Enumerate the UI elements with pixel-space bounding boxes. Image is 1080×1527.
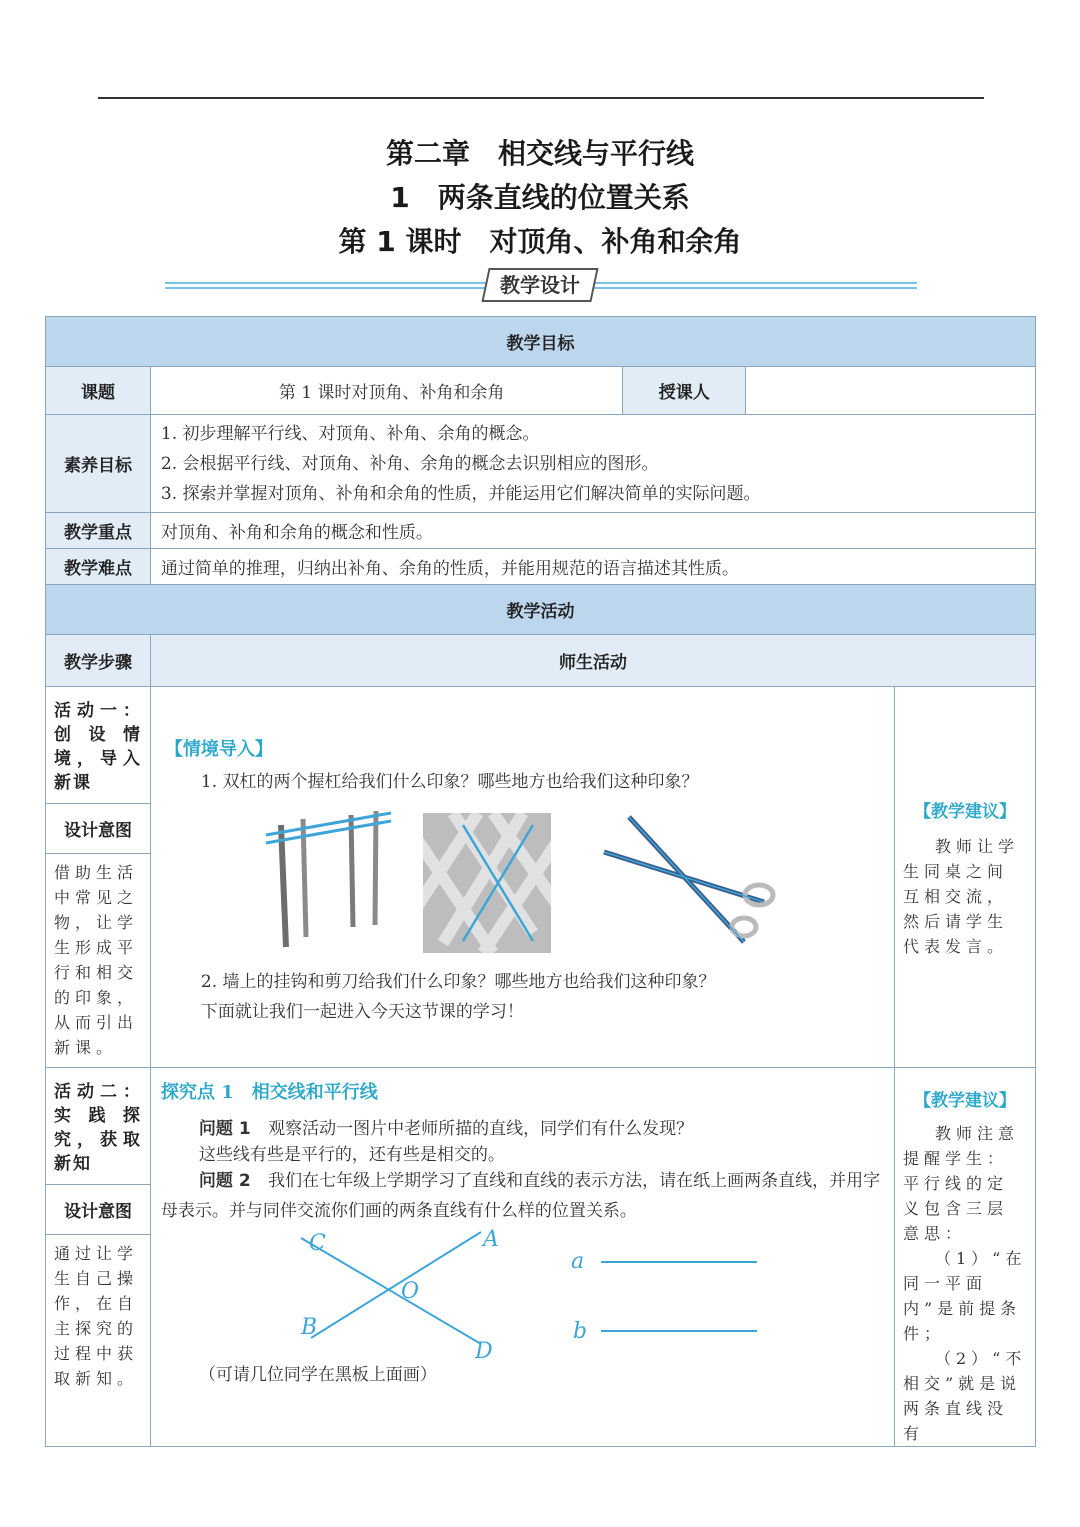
suggestion-text: （2）“不相交”就是说两条直线没有 [902, 1349, 1027, 1443]
point-o-label: O [400, 1279, 419, 1304]
activity2-design-label: 设计意图 [46, 1184, 150, 1235]
lesson-table [45, 316, 1036, 1447]
activities-heading: 教学活动 [46, 585, 1036, 635]
activity2-title: 活动二：实践探究，获取新知 [54, 1082, 142, 1174]
suggestion-text: （1）“在同一平面内”是前提条件； [902, 1249, 1027, 1343]
activity2-suggestion [894, 1068, 1035, 1447]
suggestion-title: 【教学建议】 [913, 1091, 1016, 1111]
focus-label: 教学重点 [46, 513, 151, 549]
activity1-suggestion [894, 687, 1035, 1068]
chapter-title: 第二章 相交线与平行线 [385, 137, 694, 170]
teacher-label: 授课人 [623, 367, 746, 415]
focus-value: 对顶角、补角和余角的概念和性质。 [150, 513, 1035, 549]
banner-label: 教学设计 [500, 273, 580, 297]
teacher-value [746, 367, 1036, 415]
wall-hook-image [423, 813, 551, 953]
activity2-side [46, 1068, 151, 1447]
problem-2-text: 我们在七年级上学期学习了直线和直线的表示方法，请在纸上画两条直线，并用字母表示。并与同伴交流你们画的两条直线有什么样的位置关系。 [160, 1171, 881, 1221]
question-1: 1. 双杠的两个握杠给我们什么印象？哪些地方也给我们这种印象？ [200, 772, 699, 792]
explore-point-title: 探究点 1 相交线和平行线 [160, 1082, 378, 1103]
line-b-label: b [572, 1319, 588, 1344]
difficulty-label: 教学难点 [46, 549, 151, 585]
activity2-content [150, 1068, 894, 1447]
activity2-design-text: 通过让学生自己操作，在自主探究的过程中获取新知。 [54, 1244, 139, 1388]
literacy-label: 素养目标 [46, 415, 151, 513]
blackboard-note: （可请几位同学在黑板上面画） [198, 1365, 437, 1385]
goal-item: 2. 会根据平行线、对顶角、补角、余角的概念去识别相应的图形。 [160, 453, 659, 474]
activity1-design-text: 借助生活中常见之物，让学生形成平行和相交的印象，从而引出新课。 [54, 863, 139, 1057]
activity1-content [150, 687, 894, 1068]
banner-tag [481, 268, 598, 302]
point-c-label: C [308, 1231, 326, 1256]
point-b-label: B [300, 1315, 318, 1340]
topic-value: 第 1 课时对顶角、补角和余角 [150, 367, 622, 415]
scissors-image [599, 807, 779, 957]
difficulty-value: 通过简单的推理，归纳出补角、余角的性质，并能用规范的语言描述其性质。 [150, 549, 1035, 585]
problem-1-label: 问题 1 [198, 1119, 251, 1139]
activity1-side [46, 687, 151, 1068]
suggestion-text: 教师让学生同桌之间互相交流，然后请学生代表发言。 [902, 837, 1019, 956]
section-title: 1 两条直线的位置关系 [390, 181, 690, 214]
situation-intro-title: 【情境导入】 [164, 739, 273, 760]
literacy-goals [150, 415, 1035, 513]
suggestion-title: 【教学建议】 [913, 802, 1016, 822]
lead-in-text: 下面就让我们一起进入今天这节课的学习！ [200, 1002, 524, 1022]
problem-2 [161, 1166, 891, 1226]
line-a-label: a [570, 1249, 585, 1274]
intersecting-lines-figure [291, 1226, 511, 1361]
steps-label: 教学步骤 [46, 635, 151, 687]
goal-item: 1. 初步理解平行线、对顶角、补角、余角的概念。 [160, 423, 540, 444]
objectives-heading: 教学目标 [46, 317, 1036, 367]
point-d-label: D [474, 1339, 493, 1361]
parallel-lines-figure [569, 1238, 769, 1348]
problem-2-label: 问题 2 [198, 1171, 251, 1191]
point-a-label: A [482, 1227, 499, 1252]
problem-1-answer: 这些线有些是平行的，还有些是相交的。 [198, 1145, 505, 1165]
lesson-title: 第 1 课时 对顶角、补角和余角 [338, 225, 742, 258]
problem-1-text: 观察活动一图片中老师所描的直线，同学们有什么发现？ [268, 1119, 694, 1139]
teacher-student-label: 师生活动 [150, 635, 1035, 687]
parallel-bars-image [261, 807, 401, 957]
question-2: 2. 墙上的挂钩和剪刀给我们什么印象？哪些地方也给我们这种印象？ [200, 972, 716, 992]
design-banner [165, 268, 917, 302]
top-rule [98, 97, 984, 99]
activity1-design-label: 设计意图 [46, 803, 150, 854]
title-block [0, 132, 1080, 264]
suggestion-text: 教师注意提醒学生：平行线的定义包含三层意思： [902, 1124, 1019, 1243]
topic-label: 课题 [46, 367, 151, 415]
activity1-title: 活动一：创设情境，导入新课 [54, 701, 142, 793]
goal-item: 3. 探索并掌握对顶角、补角和余角的性质，并能运用它们解决简单的实际问题。 [160, 483, 761, 504]
